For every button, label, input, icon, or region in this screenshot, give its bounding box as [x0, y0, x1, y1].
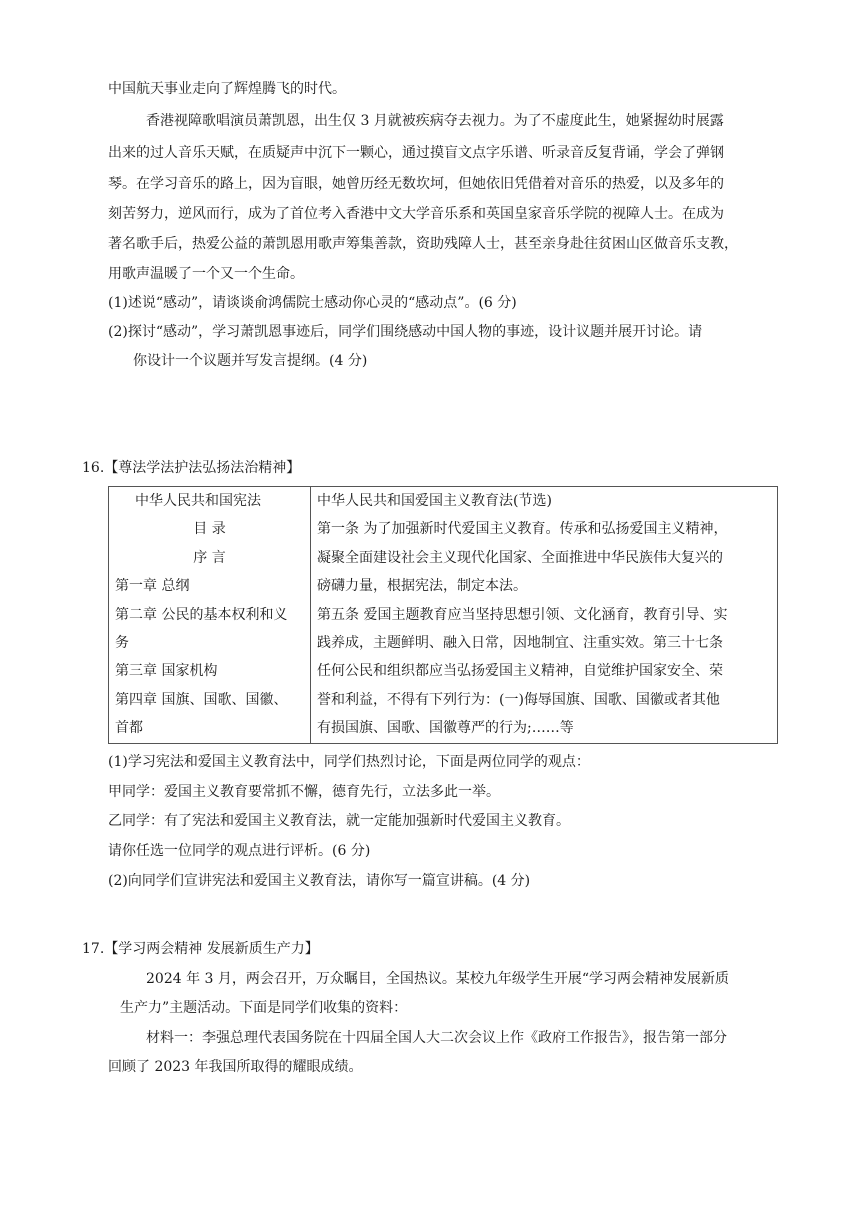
q16-subquestion-1-ask: 请你任选一位同学的观点进行评析。(6 分): [108, 843, 371, 859]
patriotic-law-line: 第一条 为了加强新时代爱国主义教育。传承和弘扬爱国主义精神，: [317, 521, 728, 538]
law-comparison-table: [108, 486, 778, 744]
patriotic-law-line: 凝聚全面建设社会主义现代化国家、全面推进中华民族伟大复兴的: [317, 549, 723, 566]
constitution-toc: 目 录: [193, 521, 226, 538]
q16-subquestion-1: (1)学习宪法和爱国主义教育法中，同学们热烈讨论，下面是两位同学的观点：: [108, 754, 590, 770]
q15-story-line: 香港视障歌唱演员萧凯恩，出生仅 3 月就被疾病夺去视力。为了不虚度此生，她紧握幼时展露: [146, 113, 724, 129]
constitution-chapter: 第四章 国旗、国歌、国徽、: [115, 691, 288, 708]
patriotic-law-line: 磅礴力量，根据宪法，制定本法。: [317, 578, 527, 595]
constitution-cell: [109, 487, 311, 744]
constitution-title: 中华人民共和国宪法: [135, 493, 261, 509]
q17-intro-line: 2024 年 3 月，两会召开，万众瞩目，全国热议。某校九年级学生开展“学习两会精神发展新质: [146, 971, 730, 987]
q15-story-line: 琴。在学习音乐的路上，因为盲眼，她曾历经无数坎坷，但她依旧凭借着对音乐的热爱，以及多年的: [108, 176, 724, 192]
q16-title: 16.【尊法学法护法弘扬法治精神】: [82, 460, 301, 476]
constitution-chapter: 第一章 总纲: [115, 578, 190, 595]
q15-subquestion-2-cont: 你设计一个议题并写发言提纲。(4 分): [133, 353, 368, 369]
q17-intro-line: 生产力”主题活动。下面是同学们收集的资料：: [120, 1000, 408, 1016]
q17-material-1: 材料一：李强总理代表国务院在十四届全国人大二次会议上作《政府工作报告》，报告第一部分: [146, 1030, 727, 1046]
q15-story-line: 用歌声温暖了一个又一个生命。: [108, 266, 304, 282]
q15-subquestion-1: (1)述说“感动”，请谈谈俞鸿儒院士感动你心灵的“感动点”。(6 分): [108, 295, 517, 311]
q15-story-line: 出来的过人音乐天赋，在质疑声中沉下一颗心，通过摸盲文点字乐谱、听录音反复背诵，学会了弹钢: [108, 145, 724, 161]
patriotic-law-line: 有损国旗、国歌、国徽尊严的行为;……等: [317, 720, 574, 737]
patriotic-law-line: 践养成，主题鲜明、融入日常，因地制宜、注重实效。第三十七条: [317, 634, 723, 651]
patriotic-law-cell: [311, 487, 778, 744]
q15-story-line: 刻苦努力，逆风而行，成为了首位考入香港中文大学音乐系和英国皇家音乐学院的视障人士。在成为: [108, 206, 724, 222]
q15-subquestion-2: (2)探讨“感动”，学习萧凯恩事迹后，同学们围绕感动中国人物的事迹，设计议题并展开讨论。请: [108, 324, 703, 340]
q16-student-yi: 乙同学：有了宪法和爱国主义教育法，就一定能加强新时代爱国主义教育。: [108, 813, 570, 829]
q15-passage-tail: 中国航天事业走向了辉煌腾飞的时代。: [108, 81, 346, 97]
constitution-chapter: 务: [115, 634, 129, 651]
patriotic-law-line: 誉和利益，不得有下列行为：(一)侮辱国旗、国歌、国徽或者其他: [317, 691, 720, 708]
constitution-chapter: 第三章 国家机构: [115, 663, 218, 680]
constitution-chapter: 第二章 公民的基本权利和义: [115, 606, 288, 623]
constitution-chapter: 首都: [115, 720, 143, 737]
q16-student-jia: 甲同学：爱国主义教育要常抓不懈，德育先行，立法多此一举。: [108, 784, 500, 800]
q17-material-1-cont: 回顾了 2023 年我国所取得的耀眼成绩。: [108, 1059, 363, 1075]
constitution-preface: 序 言: [193, 549, 226, 566]
patriotic-law-line: 任何公民和组织都应当弘扬爱国主义精神，自觉维护国家安全、荣: [317, 663, 723, 680]
patriotic-law-line: 中华人民共和国爱国主义教育法(节选): [317, 493, 552, 509]
q15-story-line: 著名歌手后，热爱公益的萧凯恩用歌声筹集善款，资助残障人士，甚至亲身赴往贫困山区做音乐支教，: [108, 236, 738, 252]
q16-subquestion-2: (2)向同学们宣讲宪法和爱国主义教育法，请你写一篇宣讲稿。(4 分): [108, 873, 531, 889]
patriotic-law-line: 第五条 爱国主题教育应当坚持思想引领、文化涵育，教育引导、实: [317, 606, 728, 623]
q17-title: 17.【学习两会精神 发展新质生产力】: [82, 941, 319, 957]
